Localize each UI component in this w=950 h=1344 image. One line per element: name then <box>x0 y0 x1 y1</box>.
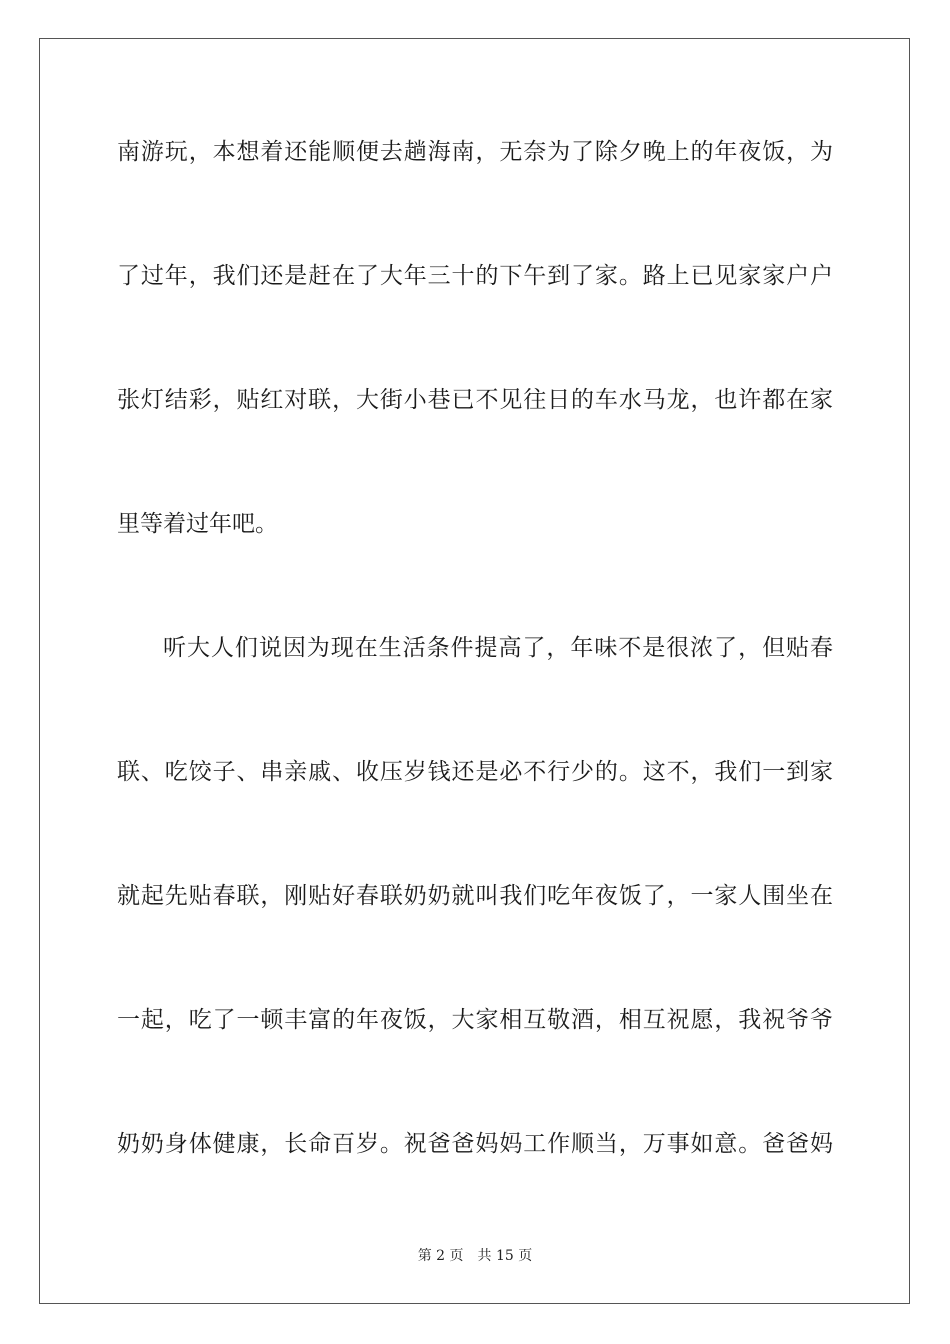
paragraph-line: 一起，吃了一顿丰富的年夜饭，大家相互敬酒，相互祝愿，我祝爷爷 <box>117 1007 833 1033</box>
page-number: 第 2 页 <box>417 1248 464 1264</box>
paragraph-line: 奶奶身体健康，长命百岁。祝爸爸妈妈工作顺当，万事如意。爸爸妈 <box>117 1131 833 1157</box>
paragraph-line: 里等着过年吧。 <box>117 511 278 537</box>
paragraph-line: 南游玩，本想着还能顺便去趟海南，无奈为了除夕晚上的年夜饭，为 <box>117 139 833 165</box>
paragraph-line: 张灯结彩，贴红对联，大街小巷已不见往日的车水马龙，也许都在家 <box>117 387 833 413</box>
paragraph-line: 了过年，我们还是赶在了大年三十的下午到了家。路上已见家家户户 <box>117 263 833 289</box>
page-footer <box>0 1246 950 1266</box>
paragraph-line: 联、吃饺子、串亲戚、收压岁钱还是必不行少的。这不，我们一到家 <box>117 759 833 785</box>
page-total: 共 15 页 <box>477 1248 533 1264</box>
paragraph-line: 听大人们说因为现在生活条件提高了，年味不是很浓了，但贴春 <box>163 635 833 661</box>
page-border <box>39 38 910 1304</box>
paragraph-line: 就起先贴春联，刚贴好春联奶奶就叫我们吃年夜饭了，一家人围坐在 <box>117 883 833 909</box>
